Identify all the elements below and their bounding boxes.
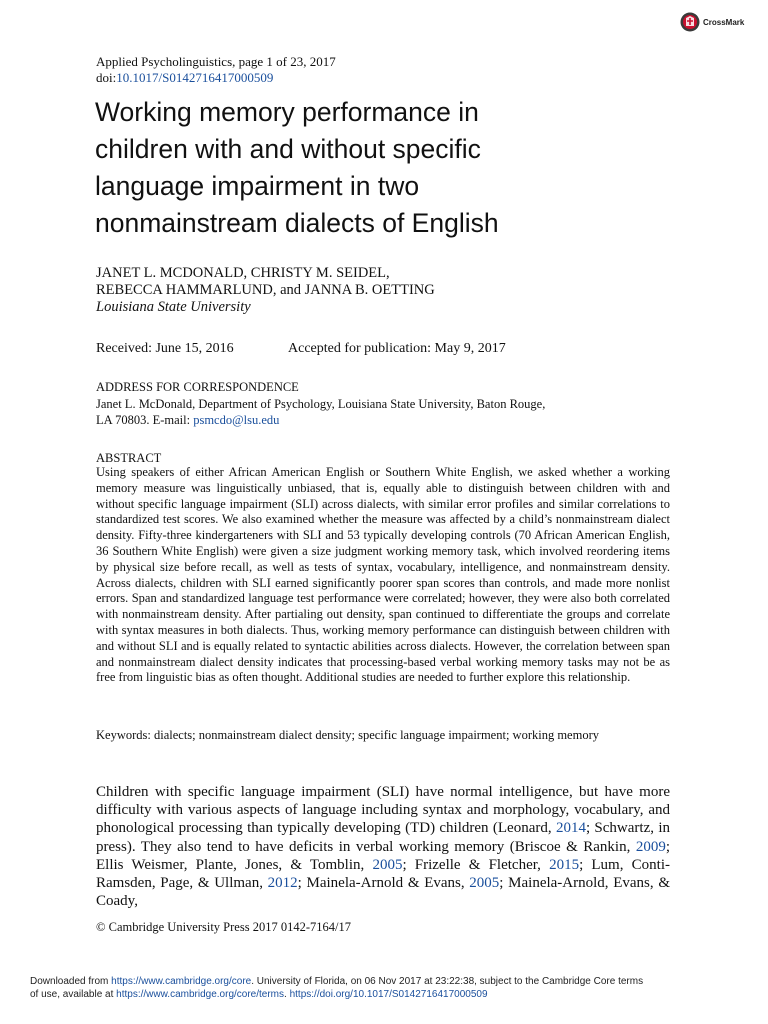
citation-link[interactable]: 2009 xyxy=(635,838,666,855)
download-text: . University of Florida, on 06 Nov 2017 at 23:22:38, subject to the Cambridge Core terms xyxy=(251,976,644,987)
terms-link[interactable]: https://www.cambridge.org/core/terms xyxy=(116,988,285,1000)
citation-link[interactable]: 2015 xyxy=(549,856,580,873)
cambridge-core-link[interactable]: https://www.cambridge.org/core xyxy=(111,976,252,987)
copyright-notice: © Cambridge University Press 2017 0142-7164/17 xyxy=(96,920,351,934)
body-text-segment: ; Schwartz, in press). They also tend to have deficits in verbal working memory (Briscoe & Rankin, xyxy=(96,820,670,855)
download-notice xyxy=(30,976,742,1001)
address-line xyxy=(96,412,636,428)
author-line: REBECCA HAMMARLUND, and JANNA B. OETTING xyxy=(96,282,435,298)
keywords: Keywords: dialects; nonmainstream dialect density; specific language impairment; working memory xyxy=(96,728,599,742)
email-link[interactable]: psmcdo@lsu.edu xyxy=(193,413,280,427)
journal-citation: Applied Psycholinguistics, page 1 of 23, 2017 xyxy=(96,54,336,69)
doi-prefix: doi: xyxy=(96,70,117,85)
crossmark-badge[interactable] xyxy=(680,12,744,32)
abstract-heading: ABSTRACT xyxy=(96,451,162,465)
doi-url-link[interactable]: https://doi.org/10.1017/S0142716417000509 xyxy=(289,988,488,1000)
title-line: language impairment in two xyxy=(95,171,420,201)
affiliation: Louisiana State University xyxy=(96,299,251,315)
author-line: JANET L. MCDONALD, CHRISTY M. SEIDEL, xyxy=(96,265,390,281)
correspondence-heading: ADDRESS FOR CORRESPONDENCE xyxy=(96,380,299,394)
citation-link[interactable]: 2014 xyxy=(555,820,586,837)
body-paragraph xyxy=(96,783,670,910)
accepted-date: Accepted for publication: May 9, 2017 xyxy=(288,341,506,356)
download-text: Downloaded from xyxy=(30,976,112,987)
title-line: Working memory performance in xyxy=(95,97,479,127)
citation-link[interactable]: 2005 xyxy=(469,875,500,892)
correspondence-address xyxy=(96,396,636,428)
address-prefix: LA 70803. E-mail: xyxy=(96,413,194,427)
author-list xyxy=(96,265,656,299)
body-text-segment: Children with specific language impairment (SLI) have normal intelligence, but have more difficulty with various aspects of language including syntax and morphology, vocabulary, and phonological processing than typically developing (TD) children (Leonard, xyxy=(96,784,670,837)
address-line: Janet L. McDonald, Department of Psychology, Louisiana State University, Baton Rouge, xyxy=(96,397,546,411)
download-text: . xyxy=(284,988,290,1000)
download-text: of use, available at xyxy=(30,988,117,1000)
citation-link[interactable]: 2012 xyxy=(267,875,298,892)
body-text-segment: ; Ellis Weismer, Plante, Jones, & Tomblin, xyxy=(96,838,670,873)
doi-link[interactable]: 10.1017/S0142716417000509 xyxy=(116,70,274,85)
title-line: children with and without specific xyxy=(95,134,481,164)
body-text-segment: ; Lum, Conti-Ramsden, Page, & Ullman, xyxy=(96,856,670,892)
doi-line xyxy=(96,70,273,85)
body-text-segment: ; Mainela-Arnold & Evans, xyxy=(297,875,470,892)
abstract-text: Using speakers of either African American English or Southern White English, we asked whether a working memory measure was linguistically unbiased, that is, equally able to distinguish between children with and without specific language impairment (SLI) across dialects, with similar error profiles and similar correlations to standardized test scores. We also examined whether the measure was affected by a child’s nonmainstream dialect density. Fifty-three kindergarteners with SLI and 53 typically developing controls (70 African American English, 36 Southern White English) were given a size judgment working memory task, which involved reordering items by physical size before recall, as well as tests of syntax, vocabulary, intelligence, and nonmainstream density. Across dialects, children with SLI earned significantly poorer span scores than controls, and made more nonlist errors. Span and standardized language test performance were correlated; however, they were also both correlated with nonmainstream density. After partialing out density, span continued to differentiate the groups and correlate with syntax measures in both dialects. Thus, working memory performance can distinguish between children with and without SLI and is equally related to syntactic abilities across dialects. However, the correlation between span and nonmainstream dialect density indicates that processing-based verbal working memory tasks may not be as free from linguistic bias as often thought. Additional studies are needed to further explore this relationship. xyxy=(96,465,670,685)
crossmark-label: CrossMark xyxy=(703,17,745,27)
received-date: Received: June 15, 2016 xyxy=(96,341,234,356)
body-text-segment: ; Frizelle & Fletcher, xyxy=(402,856,550,873)
body-text-segment: ; Mainela-Arnold, Evans, & Coady, xyxy=(96,875,670,910)
article-title xyxy=(95,94,655,242)
crossmark-icon xyxy=(680,12,700,32)
title-line: nonmainstream dialects of English xyxy=(95,208,499,238)
citation-link[interactable]: 2005 xyxy=(372,856,403,873)
